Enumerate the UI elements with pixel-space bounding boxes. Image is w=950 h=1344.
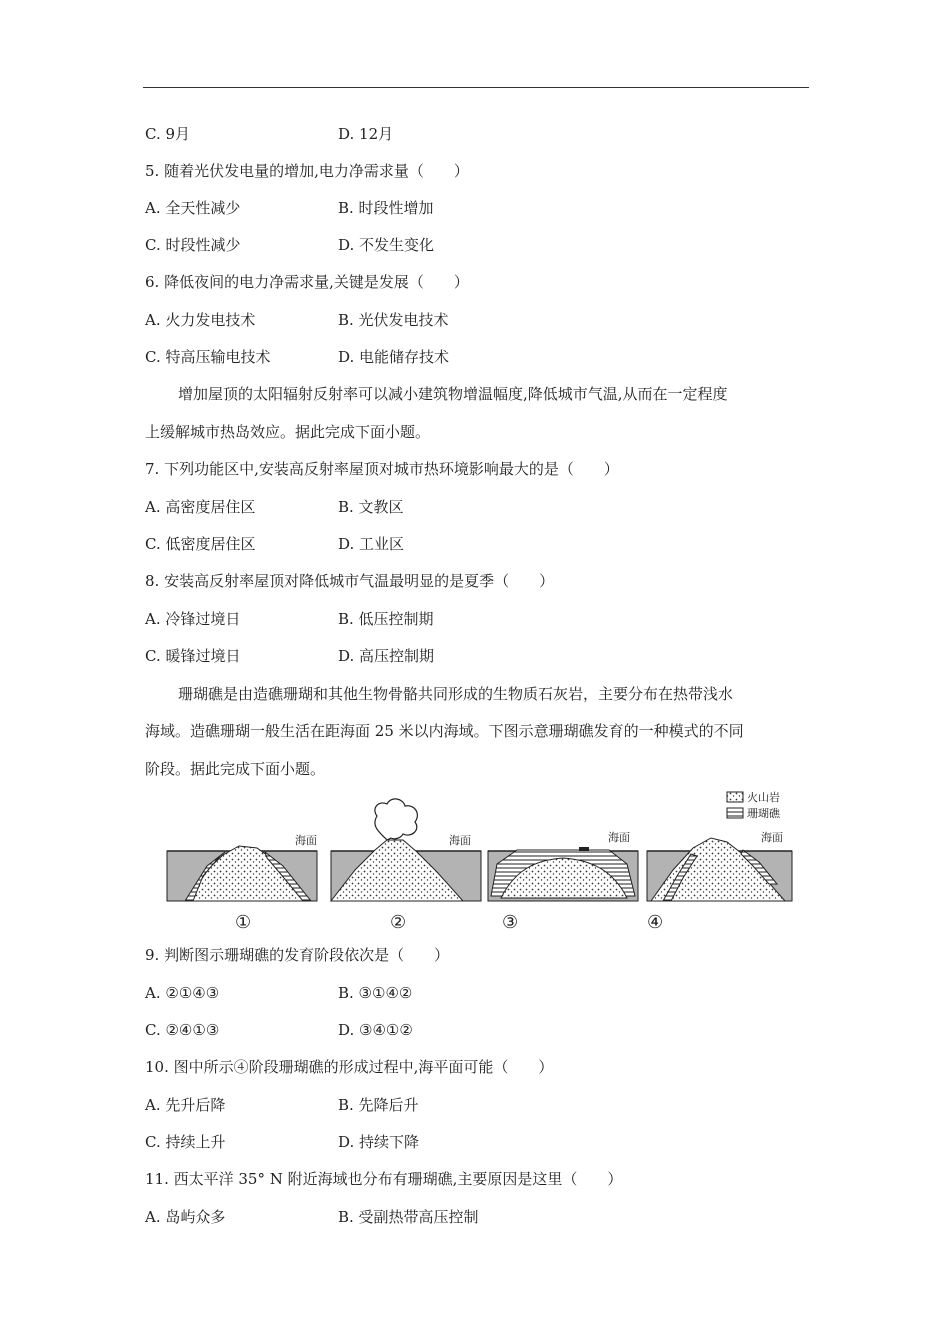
passage3-line2: 海域。造礁珊瑚一般生活在距海面 25 米以内海域。下图示意珊瑚礁发育的一种模式的不同 — [145, 722, 744, 740]
coral-reef-diagram — [165, 786, 795, 936]
q4-option-d: D. 12月 — [338, 125, 394, 143]
q5-option-c: C. 时段性减少 — [145, 236, 241, 254]
legend-volcanic-swatch — [727, 792, 743, 802]
q11-option-b: B. 受副热带高压控制 — [338, 1208, 479, 1226]
q9-stem: 9. 判断图示珊瑚礁的发育阶段依次是（ ） — [145, 946, 450, 964]
q7-option-c: C. 低密度居住区 — [145, 535, 256, 553]
q7-option-d: D. 工业区 — [338, 535, 405, 553]
q6-option-c: C. 特高压输电技术 — [145, 348, 271, 366]
q9-option-a: A. ②①④③ — [145, 984, 220, 1002]
stage-3-label: ③ — [502, 912, 519, 933]
stage-1-sea-label: 海面 — [295, 834, 317, 847]
volcano-smoke-icon — [375, 799, 417, 840]
stage-2-label: ② — [390, 912, 407, 933]
q9-option-c: C. ②④①③ — [145, 1021, 220, 1039]
header-rule — [143, 87, 809, 88]
q7-option-a: A. 高密度居住区 — [145, 498, 256, 516]
stage-2-panel — [331, 799, 481, 933]
q7-option-b: B. 文教区 — [338, 498, 404, 516]
stage-4-label: ④ — [647, 912, 664, 933]
q6-option-d: D. 电能储存技术 — [338, 348, 450, 366]
stage-4-panel — [647, 830, 792, 933]
passage2-line1: 增加屋顶的太阳辐射反射率可以减小建筑物增温幅度,降低城市气温,从而在一定程度 — [178, 385, 728, 403]
passage2-line2: 上缓解城市热岛效应。据此完成下面小题。 — [145, 423, 431, 441]
q10-option-b: B. 先降后升 — [338, 1096, 419, 1114]
q10-option-c: C. 持续上升 — [145, 1133, 226, 1151]
passage3-line1: 珊瑚礁是由造礁珊瑚和其他生物骨骼共同形成的生物质石灰岩，主要分布在热带浅水 — [178, 685, 734, 703]
q8-option-b: B. 低压控制期 — [338, 610, 434, 628]
q8-option-d: D. 高压控制期 — [338, 647, 435, 665]
stage-1-panel — [167, 833, 317, 933]
q7-stem: 7. 下列功能区中,安装高反射率屋顶对城市热环境影响最大的是（ ） — [145, 460, 619, 478]
q10-stem: 10. 图中所示④阶段珊瑚礁的形成过程中,海平面可能（ ） — [145, 1058, 554, 1076]
q9-option-b: B. ③①④② — [338, 984, 413, 1002]
legend-coral-swatch — [727, 808, 743, 818]
legend-coral-label: 珊瑚礁 — [747, 807, 780, 820]
stage-2-sea-label: 海面 — [449, 834, 471, 847]
stage-3-sea-label: 海面 — [608, 831, 630, 844]
q6-option-a: A. 火力发电技术 — [145, 311, 256, 329]
q5-option-a: A. 全天性减少 — [145, 199, 241, 217]
q6-option-b: B. 光伏发电技术 — [338, 311, 449, 329]
q5-stem: 5. 随着光伏发电量的增加,电力净需求量（ ） — [145, 162, 469, 180]
q6-stem: 6. 降低夜间的电力净需求量,关键是发展（ ） — [145, 273, 469, 291]
q10-option-d: D. 持续下降 — [338, 1133, 420, 1151]
q5-option-b: B. 时段性增加 — [338, 199, 434, 217]
q8-option-c: C. 暖锋过境日 — [145, 647, 241, 665]
stage-3-panel — [488, 830, 638, 933]
q9-option-d: D. ③④①② — [338, 1021, 413, 1039]
legend — [727, 790, 781, 820]
q11-stem: 11. 西太平洋 35° N 附近海域也分布有珊瑚礁,主要原因是这里（ ） — [145, 1170, 623, 1188]
q10-option-a: A. 先升后降 — [145, 1096, 226, 1114]
q8-stem: 8. 安装高反射率屋顶对降低城市气温最明显的是夏季（ ） — [145, 572, 555, 590]
q4-option-c: C. 9月 — [145, 125, 191, 143]
legend-volcanic-label: 火山岩 — [747, 791, 780, 804]
stage-1-label: ① — [235, 912, 252, 933]
stage-4-sea-label: 海面 — [761, 831, 783, 844]
q5-option-d: D. 不发生变化 — [338, 236, 435, 254]
passage3-line3: 阶段。据此完成下面小题。 — [145, 760, 326, 778]
q8-option-a: A. 冷锋过境日 — [145, 610, 241, 628]
q11-option-a: A. 岛屿众多 — [145, 1208, 226, 1226]
